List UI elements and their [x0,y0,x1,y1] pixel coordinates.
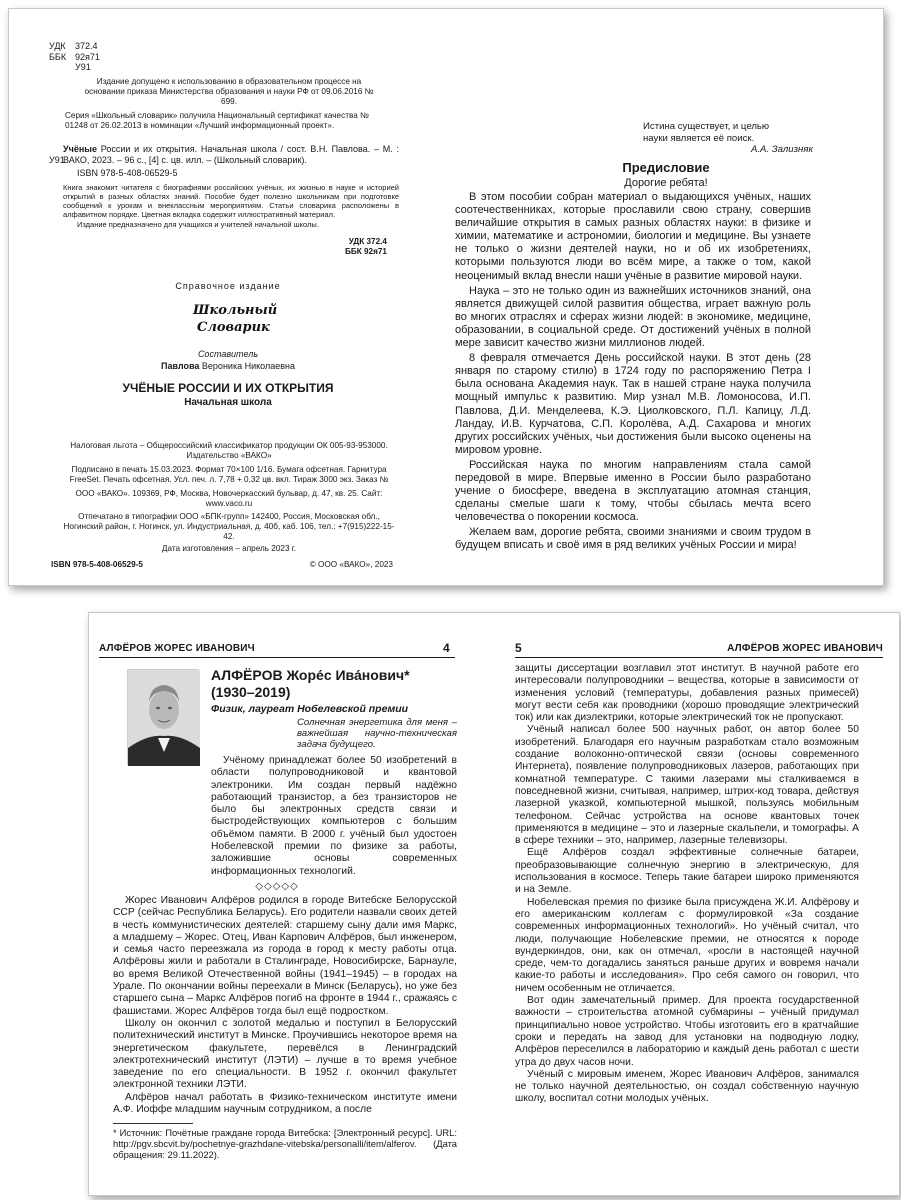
paragraph: Школу он окончил с золотой медалью и поступил в Белорусский политехнический институт в Минске. Проучившись некоторое время на энергетическом факультете, перевёлся в Ленинградский электротехнический институт (ЛЭТИ) – лучше в то время учебное заведение по его специальности. В 1952 г. окончил факультет электронной техники ЛЭТИ. [113,1017,457,1091]
isbn-line: ISBN 978-5-408-06529-5 [77,168,178,178]
page-5 [495,613,901,1195]
svg-text:Школьный: Школьный [193,303,278,318]
approval-note: Издание допущено к использованию в образовательном процессе на основании приказа Министерства образования и науки РФ от 09.06.2016 № 699. [84,77,374,106]
bottom-spread [88,612,900,1196]
print-info: Подписано в печать 15.03.2023. Формат 70×100 1/16. Бумага офсетная. Гарнитура FreeSet. Печать офсетная. Усл. печ. л. 7,78 + 0,32 цв. вкл. Тираж 3000 экз. Заказ № [69,465,389,484]
portrait-photo [127,669,199,765]
series-logo [191,299,278,337]
edition-type: Справочное издание [175,281,281,291]
paragraph: Ещё Алфёров создал эффективные солнечные батареи, преобразовывающие солнечную энергию в электрическую, для использования в космосе. Теперь такие батареи широко применяются и на Земле. [515,847,859,896]
page-number: 4 [443,641,450,655]
page-number: 5 [515,641,522,655]
bbk-line: ББК 92я71 [49,51,100,62]
head-rule [515,657,883,658]
running-head: АЛФЁРОВ ЖОРЕС ИВАНОВИЧ [99,643,255,654]
paragraph: Нобелевская премия по физике была присуждена Ж.И. Алфёрову и его американским коллегам с формулировкой «За создание современных информационных технологий». Но учёный считал, что люди, получающие Нобелевские премии, не относятся к породе вундеркиндов, они, как он отмечал, «росли в настоящей научной среде, чем-то догадались заняться раньше других и вовремя начали какие-то работы и исследования». Про себя самого он говорил, что ничем особенным не отличается. [515,896,859,994]
preface-body [455,191,811,555]
compiler-label: Составитель [197,349,259,359]
footnote-rule [113,1123,193,1124]
udk-right: УДК 372.4 ББК 92я71 [344,237,387,256]
bio-lead: Учёному принадлежат более 50 изобретений в области полупроводниковой и квантовой электроники. Им создан первый надёжно работающий транзистор, а без транзисторов не было бы электронных средств связи и быстродействующих компьютеров с большим объёмом памяти. В 2000 г. учёный был удостоен Нобелевской премии по физике за работы, заложившие основы современных информационных технологий. [211,755,457,877]
paragraph: Желаем вам, дорогие ребята, своими знаниями и своим трудом в будущем вписать и своё имя в ряд великих учёных России и мира! [455,526,811,552]
copyright: © ООО «ВАКО», 2023 [309,560,393,569]
running-head: АЛФЁРОВ ЖОРЕС ИВАНОВИЧ [727,643,883,654]
book-title: УЧЁНЫЕ РОССИИ И ИХ ОТКРЫТИЯ [122,381,334,395]
paragraph: защиты диссертации возглавил этот институт. В научной работе его интересовали полупроводники – вещества, которые в зависимости от изменения условий (температуры, добавления разных примесей) могут вести себя как проводники (хорошо проводящие электрический ток) или как диэлектрики, которые электрический ток не пропускают. [515,663,859,724]
lead-spacer [113,817,457,853]
production-date: Дата изготовления – апрель 2023 г. [161,544,297,553]
publisher-info: ООО «ВАКО». 109369, РФ, Москва, Новочеркасский бульвар, д. 47, кв. 25. Сайт: www.vaco.ru [75,489,383,508]
book-subtitle: Начальная школа [184,397,272,408]
paragraph: 8 февраля отмечается День российской науки. В этот день (28 января по старому стилю) в 1724 году по распоряжению Петра I была основана Академия наук. Так в нашей стране наука получила мощный импульс к развитию. Мир узнал М.В. Ломоносова, И.П. Павлова, Д.И. Менделеева, К.Э. Циолковского, П.Л. Капицу, Л.Д. Ландау, И.В. Курчатова, С.П. Королёва, А.Д. Сахарова и многих других российских учёных, чьи достижения были высоко оценены на мировом уровне. [455,352,811,456]
paragraph: В этом пособии собран материал о выдающихся учёных, наших соотечественниках, которые прославили свою страну, совершив величайшие открытия в самых разных областях науки: в физике и химии, математике и астрономии, биологии и медицине. Вы узнаете не только о жизни деятелей науки, но и об их изобретениях, которыми пользуются люди во всём мире, а также о том, какой неоценимый вклад внесли наши учёные в развитие мировой науки. [455,191,811,282]
head-rule [99,657,455,658]
bio-years: (1930–2019) [211,684,291,700]
preface-page [447,9,885,585]
svg-text:Словарик: Словарик [197,320,270,335]
series-logo-icon [191,299,278,337]
top-spread [8,8,884,586]
portrait-icon [128,670,200,766]
udk-line: УДК 372.4 [49,41,98,51]
audience-note: Издание предназначено для учащихся и учителей начальной школы. [77,220,319,229]
bio-lead-rest [113,817,457,853]
paragraph: Жорес Иванович Алфёров родился в городе Витебске Белорусской ССР (сейчас Республика Беларусь). Его родители назвали своих детей в честь коммунистических деятелей: старшему сыну дали имя Маркс, а младшему – Жорес. Отец, Иван Карпович Алфёров, был инженером, и семья часто переезжала из города в город к месту работы отца. Алфёровы жили и работали в Сталинграде, Новосибирске, Барнауле, во время Великой Отечественной войны (1941–1945) – в городах на Урале. По окончании войны переехали в Минск (Беларусь), но уже без старшего сына – Маркс Алфёров погиб на фронте в 1944 г., сражаясь с фашистами. Жорес Алфёров тогда был ещё подростком. [113,895,457,1017]
paragraph: Учёный написал более 500 научных работ, он автор более 50 изобретений. Благодаря его научным разработкам стало возможным создание волоконно-оптической связи (основы современного Интернета), появление полупроводниковых лазеров, работающих при комнатной температуре. С такими лазерами мы сталкиваемся в повседневной жизни, считывая, например, штрих-код товара, действуя лазерной указкой, компьютерной мышкой, пользуясь мобильным телефоном. Сейчас устройства на основе квантовых точек применяются в медицине – это и лазерные скальпели, и томографы. А в сфере техники – это, например, лазерные телевизоры. [515,724,859,847]
section-divider: ◇◇◇◇◇ [255,881,299,892]
paragraph: Вот один замечательный пример. Для проекта государственной важности – строительства атомной субмарины – учёный придумал принципиально новое устройство. Чтобы изготовить его в кратчайшие сроки и передать на завод для установки на подводную лодку, Алфёров переселился в лабораторию и каждый день работал с шести утра до двух часов ночи. [515,995,859,1068]
paragraph: Алфёров начал работать в Физико-техническом институте имени А.Ф. Иоффе младшим научным сотрудником, а после [113,1091,457,1116]
paragraph: Учёный с мировым именем, Жорес Иванович Алфёров, занимался не только научной деятельностью, он создал собственную научную школу, воспитал сотни молодых учёных. [515,1068,859,1105]
paragraph: Российская наука по многим направлениям стала самой передовой в мире. Впервые именно в России было разработано учение о биосфере, введена в эксплуатацию атомная станция, сделаны смелые шаги к тому, чтобы сбылась мечта всего человечества о покорении космоса. [455,458,811,524]
preface-greeting: Дорогие ребята! [624,177,708,189]
page-4 [89,613,495,1195]
epigraph-line: науки является её поиск. [643,132,755,144]
bio-quote: Солнечная энергетика для меня – важнейшая научно-техническая задача будущего. [297,717,457,750]
preface-title: Предисловие [622,160,710,175]
udk-block [49,41,100,73]
author-mark: У91 [49,155,65,165]
tax-note: Налоговая льгота – Общероссийский классификатор продукции ОК 005-93-953000. Издательство «ВАКО» [70,441,388,460]
bib-record [49,144,399,229]
bib-description: Учёные России и их открытия. Начальная школа / сост. В.Н. Павлова. – М. : ВАКО, 2023. – 96 с., [4] с. цв. илл. – (Школьный словарик). [63,144,399,165]
paragraph: Наука – это не только один из важнейших источников знаний, она является движущей силой развития общества, играет важную роль во многих отраслях и сферах жизни людей: в экономике, медицине, образовании, в социальной среде. От достижений учёных в полной мере зависит качество жизни миллионов людей. [455,284,811,350]
annotation: Книга знакомит читателя с биографиями российских учёных, их жизнью в науке и историей открытий в разных областях знаний. Пособие будет полезно школьникам при подготовке сообщений к урокам и внеклассным мероприятиям. Статьи словарика расположены в алфавитном порядке. Цветная вкладка содержит иллюстративный материал. [63,183,399,219]
epigraph-line: Истина существует, и целью [643,121,770,132]
compiler-name: Павлова Вероника Николаевна [161,361,295,371]
isbn-bottom: ISBN 978-5-408-06529-5 [51,560,143,569]
series-note: Серия «Школьный словарик» получила Национальный сертификат качества № 01248 от 26.02.2013 в номинации «Лучший информационный проект». [65,111,369,130]
bio-body [113,895,457,1116]
author-mark-line: У91 [75,62,91,72]
footnote: * Источник: Почётные граждане города Витебска: [Электронный ресурс]. URL: http://pgv.sbcvit.by/pochetnye-grazhdane-vitebska/personalli/item/alferov. (Дата обращения: 29.11.2022). [113,1127,457,1160]
epigraph [643,121,813,156]
bio-name: АЛФЁРОВ Жоре́с Ива́нович* [211,667,410,683]
imprint-page [9,9,447,585]
bio-role: Физик, лауреат Нобелевской премии [211,703,409,715]
printer-info: Отпечатано в типографии ООО «БПК-групп» 142400, Россия, Московская обл., Ногинский район, г. Ногинск, ул. Индустриальная, д. 40б, каб. 106, тел.: +7(915)222-15-42. [63,512,395,541]
epigraph-author: А.А. Зализняк [750,144,813,155]
page5-body [515,663,859,1106]
